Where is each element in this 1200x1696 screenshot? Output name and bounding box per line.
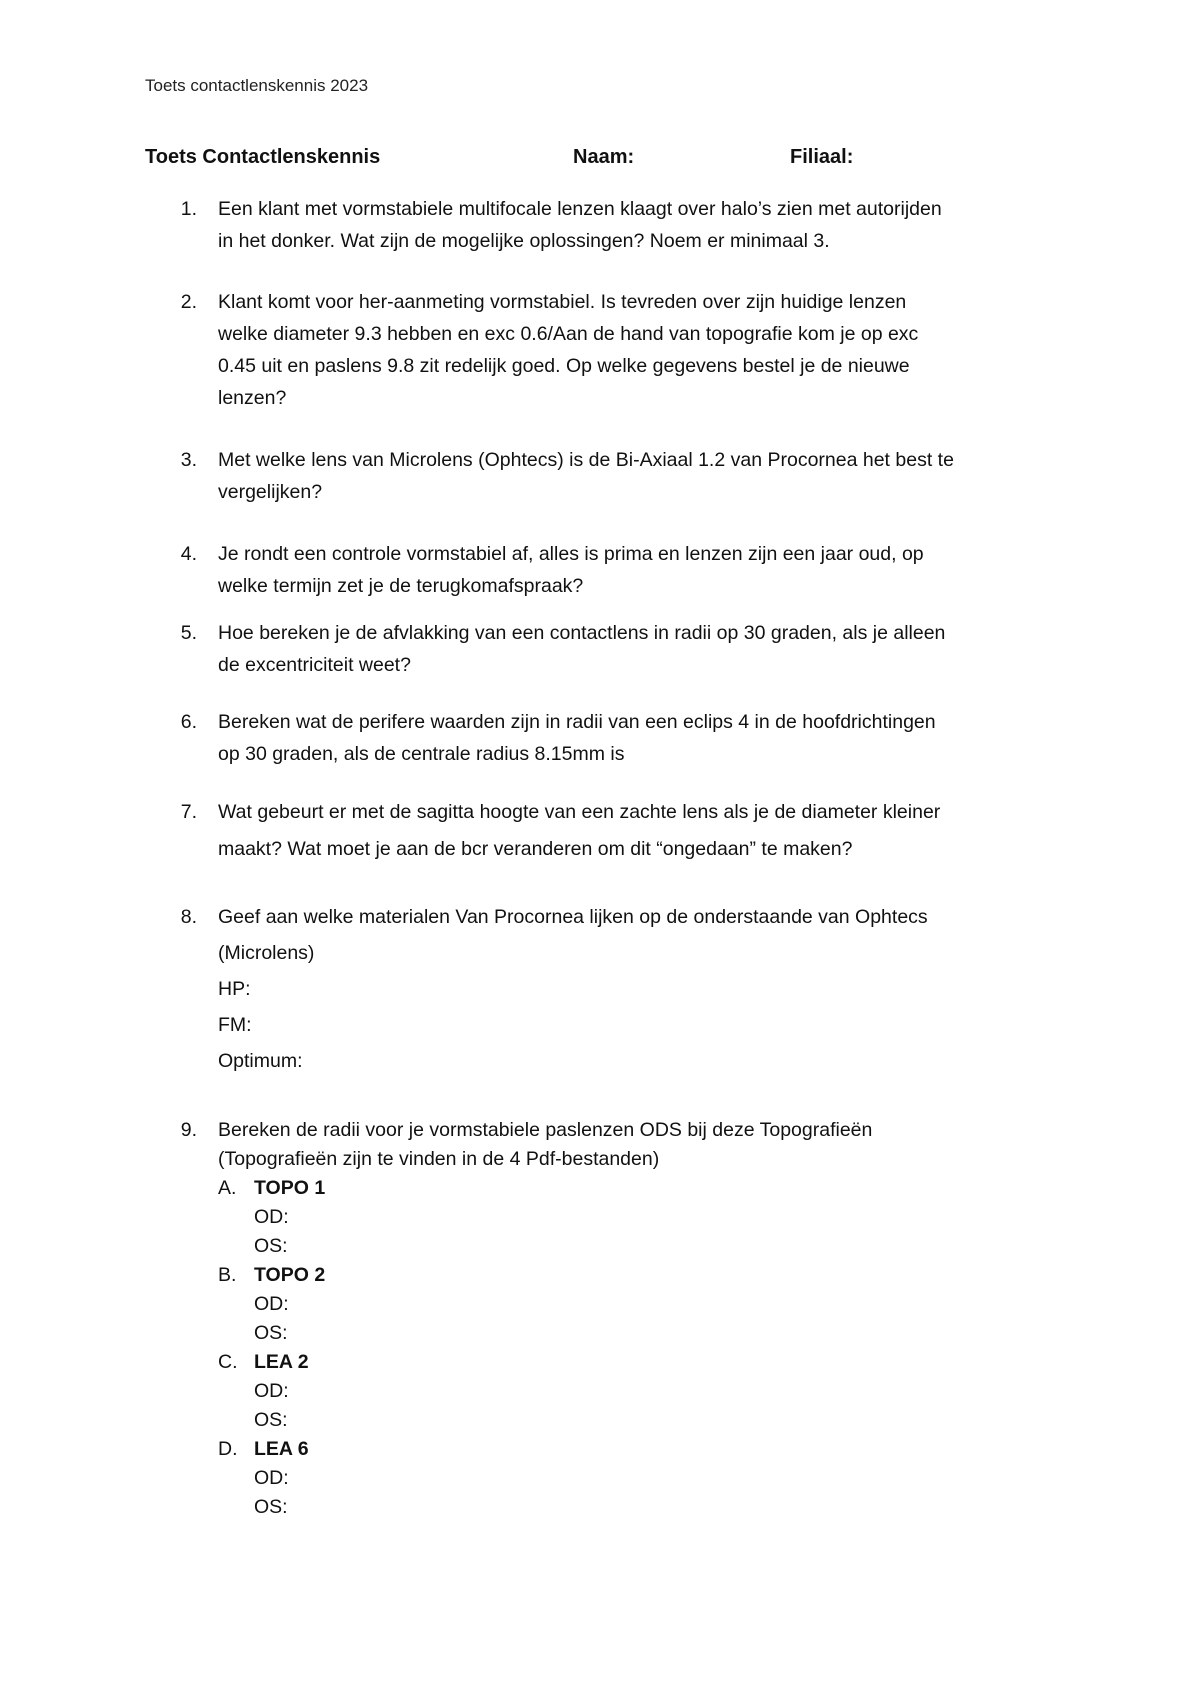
list-item: A. TOPO 1 OD: OS: <box>218 1177 326 1257</box>
topography-list <box>218 1174 1065 1522</box>
branch-label: Filiaal: <box>790 146 854 168</box>
question-5: 5. Hoe bereken je de afvlakking van een contactlens in radii op 30 graden, als je alleen de excentriciteit weet? <box>180 622 946 676</box>
list-item: C. LEA 2 OD: OS: <box>218 1351 309 1431</box>
list-item: D. LEA 6 OD: OS: <box>218 1438 309 1518</box>
question-8: 8. Geef aan welke materialen Van Procornea lijken op de onderstaande van Ophtecs (Microlens) HP: FM: Optimum: <box>145 899 1065 1079</box>
answer-hp: HP: <box>218 978 251 1000</box>
question-6: 6. Bereken wat de perifere waarden zijn in radii van een eclips 4 in de hoofdrichtingen op 30 graden, als de centrale radius 8.15mm is <box>180 711 936 765</box>
question-7: 7. Wat gebeurt er met de sagitta hoogte van een zachte lens als je de diameter kleiner maakt? Wat moet je aan de bcr veranderen om dit “ongedaan” te maken? <box>180 801 941 860</box>
test-title: Toets Contactlenskennis <box>145 146 381 168</box>
question-3: 3. Met welke lens van Microlens (Ophtecs) is de Bi-Axiaal 1.2 van Procornea het best te vergelijken? <box>180 449 954 503</box>
question-2: 2. Klant komt voor her-aanmeting vormstabiel. Is tevreden over zijn huidige lenzen welke diameter 9.3 hebben en exc 0.6/Aan de hand van topografie kom je op exc 0.45 uit en paslens 9.8 zit redelijk goed. Op welke gegevens bestel je de nieuwe lenzen? <box>180 291 919 409</box>
question-4: 4. Je rondt een controle vormstabiel af, alles is prima en lenzen zijn een jaar oud, op welke termijn zet je de terugkomafspraak? <box>180 543 924 597</box>
question-1: 1. Een klant met vormstabiele multifocale lenzen klaagt over halo’s zien met autorijden in het donker. Wat zijn de mogelijke oplossingen? Noem er minimaal 3. <box>180 198 942 252</box>
running-header: Toets contactlenskennis 2023 <box>145 76 369 95</box>
question-9: 9. Bereken de radii voor je vormstabiele paslenzen ODS bij deze Topografieën (Topografieën zijn te vinden in de 4 Pdf-bestanden) A. TOPO 1 OD: OS: B. TOPO 2 OD: OS: C. LEA 2 OD: OS: D. LEA 6 OD: OS: <box>145 1116 1065 1522</box>
name-label: Naam: <box>573 146 635 168</box>
answer-optimum: Optimum: <box>218 1050 303 1072</box>
title-row <box>145 146 1045 176</box>
list-item: B. TOPO 2 OD: OS: <box>218 1264 326 1344</box>
answer-fm: FM: <box>218 1014 252 1036</box>
